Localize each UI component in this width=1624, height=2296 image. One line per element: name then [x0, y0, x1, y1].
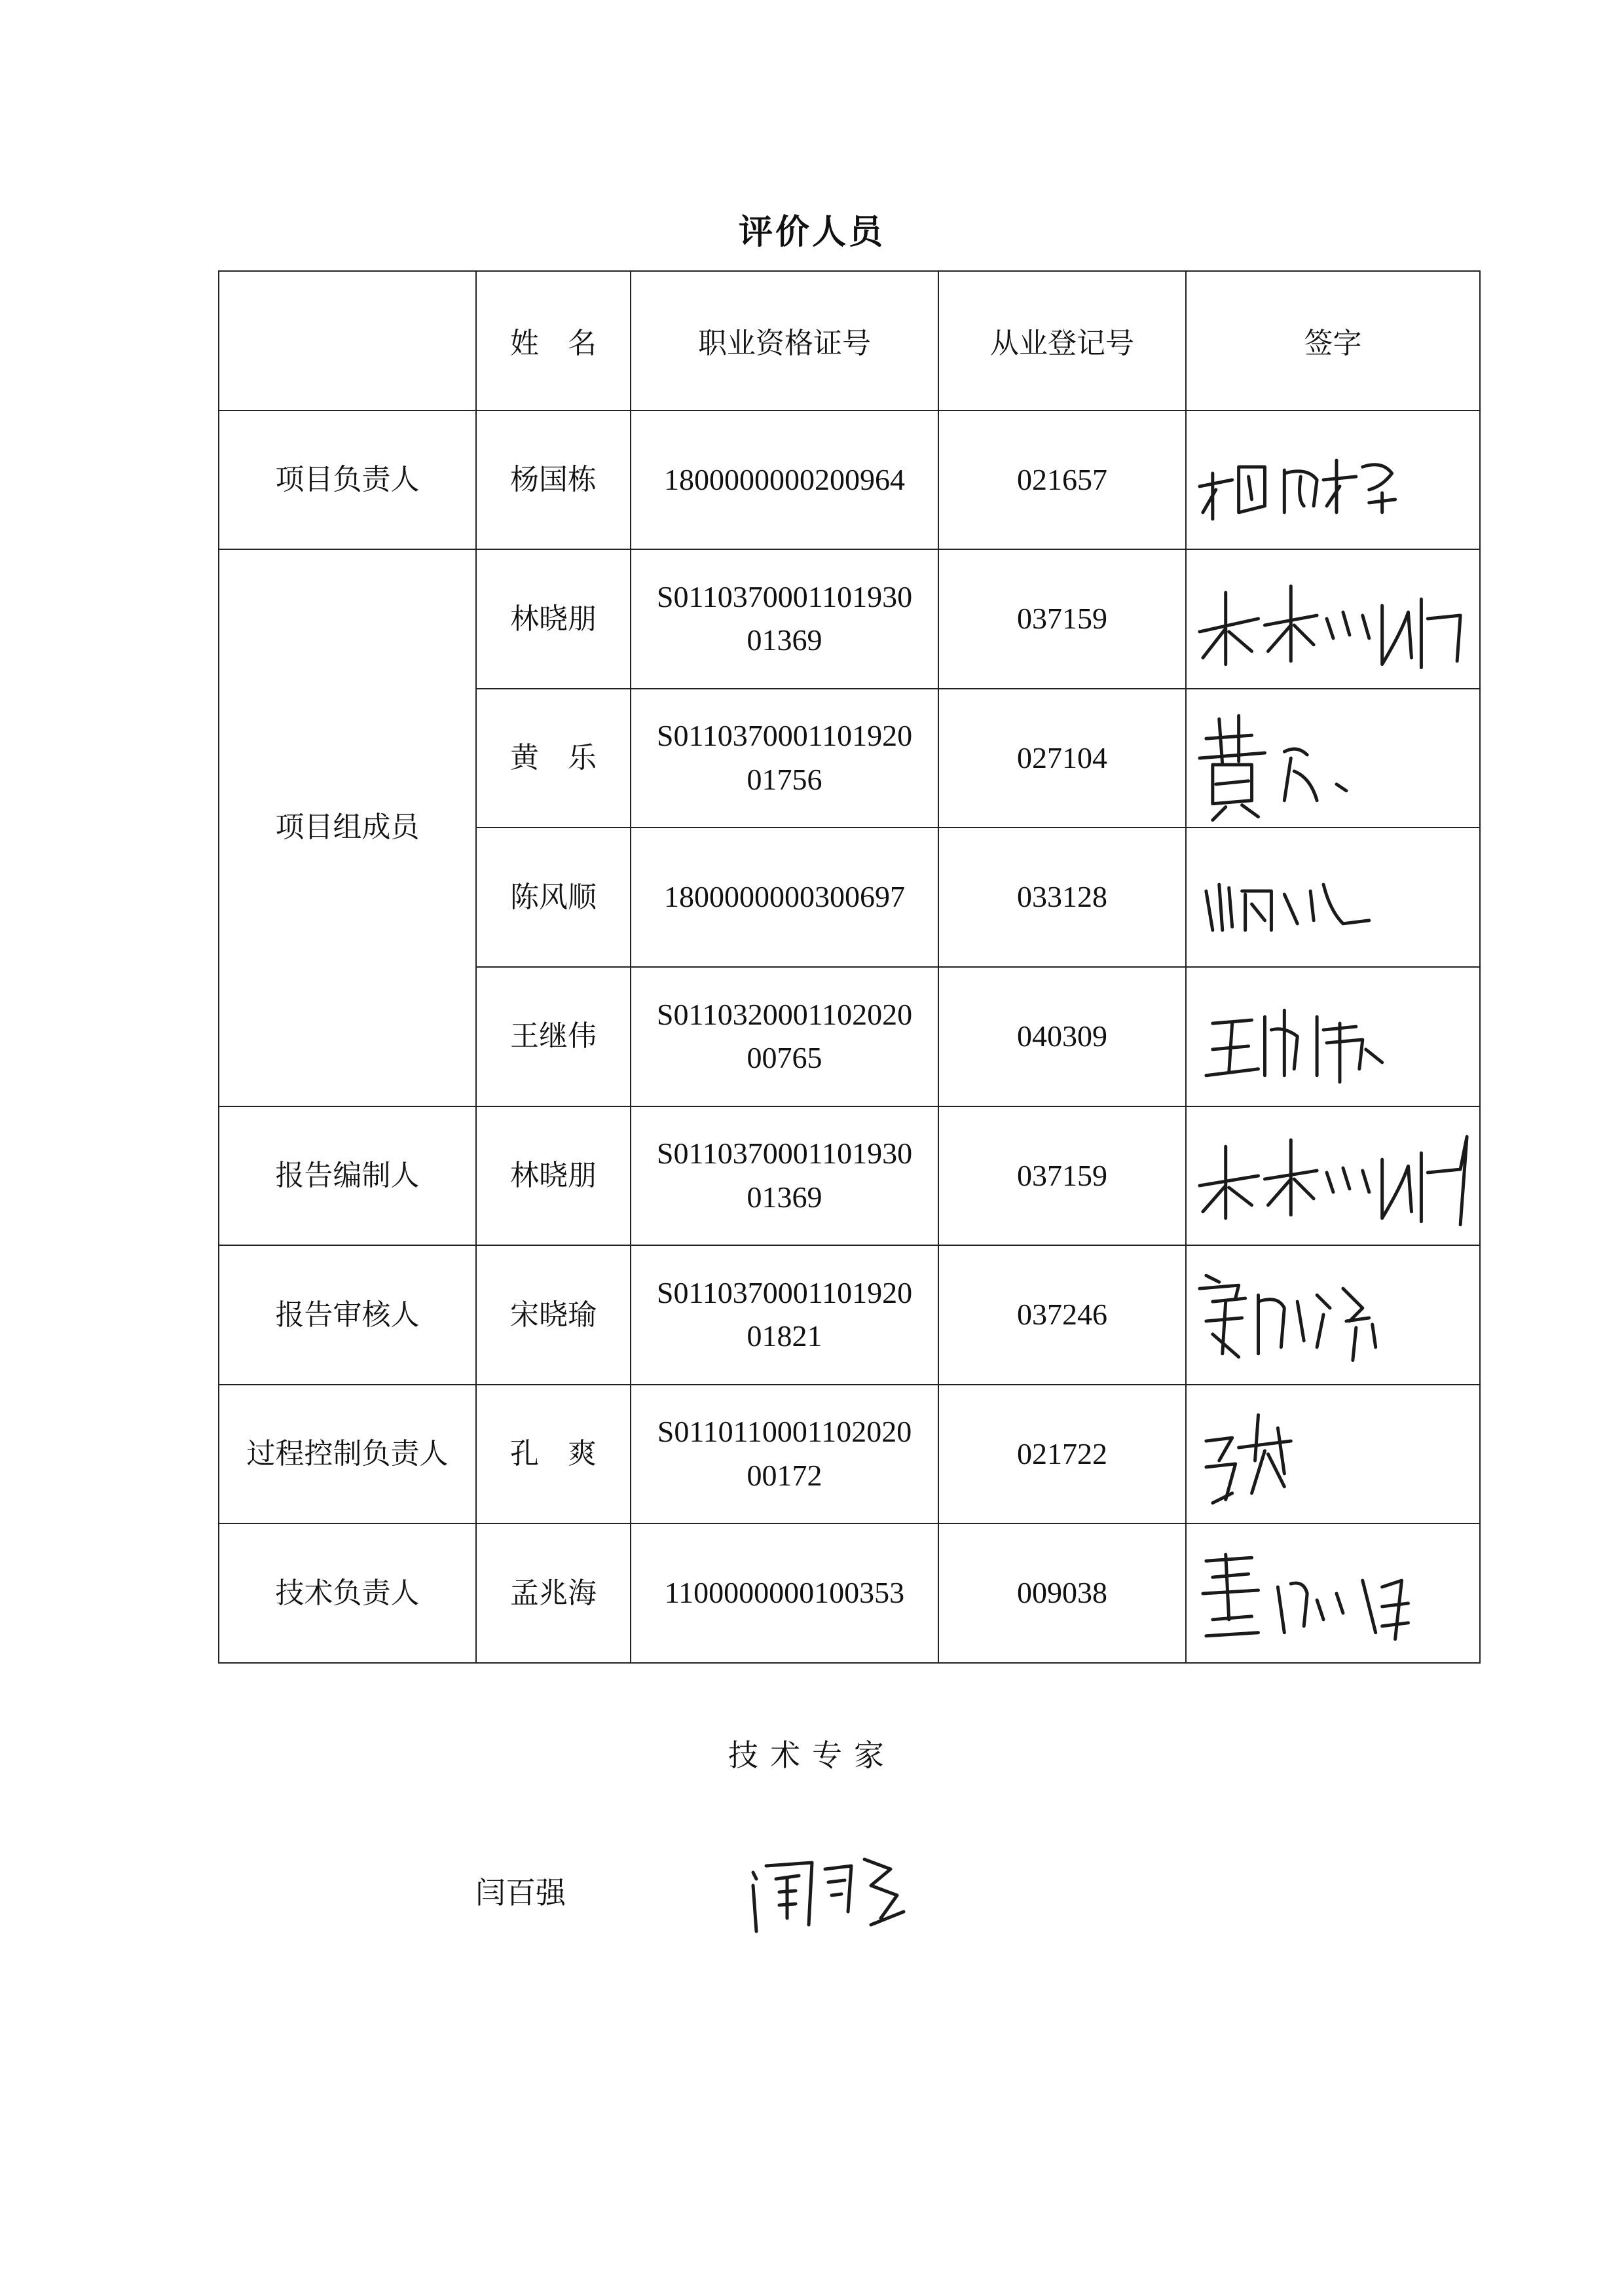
signature-cell — [1186, 1245, 1480, 1385]
cert-cell — [631, 549, 938, 689]
role-cell: 项目负责人 — [219, 410, 476, 550]
table-row — [219, 410, 1480, 550]
signature-cell — [1186, 1106, 1480, 1246]
name-cell: 林晓朋 — [476, 1106, 631, 1246]
cert-line: 01756 — [747, 763, 822, 797]
handwritten-signature — [1187, 1389, 1479, 1520]
header-reg: 从业登记号 — [938, 271, 1186, 410]
reg-cell: 037246 — [938, 1245, 1186, 1385]
reg-cell: 037159 — [938, 1106, 1186, 1246]
cert-line: 01369 — [747, 1180, 822, 1214]
role-cell: 报告编制人 — [219, 1106, 476, 1246]
header-role — [219, 271, 476, 410]
cert-cell: 1800000000200964 — [631, 410, 938, 550]
page-title: 评价人员 — [738, 213, 885, 252]
header-name: 姓 名 — [476, 271, 631, 410]
cert-cell — [631, 1245, 938, 1385]
handwritten-signature — [1187, 1249, 1479, 1380]
experts-title: 技术专家 — [728, 1738, 896, 1773]
cert-cell: 1800000000300697 — [631, 828, 938, 967]
handwritten-signature — [1187, 1528, 1479, 1659]
name-cell: 陈风顺 — [476, 828, 631, 967]
handwritten-signature — [1187, 832, 1479, 963]
cert-line: S0110370001101930 — [656, 579, 913, 613]
cert-line: S0110370001101920 — [656, 1275, 913, 1309]
handwritten-signature — [1187, 1110, 1479, 1241]
reg-cell: 040309 — [938, 967, 1186, 1106]
cert-line: S0110370001101920 — [656, 719, 913, 753]
cert-cell — [631, 689, 938, 828]
cert-cell: 1100000000100353 — [631, 1523, 938, 1663]
header-signature: 签字 — [1186, 271, 1480, 410]
cert-line: 01821 — [747, 1319, 822, 1353]
header-row — [219, 271, 1480, 410]
name-cell: 黄 乐 — [476, 689, 631, 828]
evaluation-personnel-table — [218, 270, 1481, 1664]
handwritten-signature — [1187, 414, 1479, 545]
signature-cell — [1186, 967, 1480, 1106]
cert-line: 00172 — [747, 1459, 822, 1493]
cert-line: S0110320001102020 — [656, 997, 913, 1031]
header-cert: 职业资格证号 — [631, 271, 938, 410]
name-cell: 王继伟 — [476, 967, 631, 1106]
role-cell: 技术负责人 — [219, 1523, 476, 1663]
cert-line: S0110370001101930 — [656, 1137, 913, 1171]
cert-cell — [631, 1106, 938, 1246]
name-cell: 孟兆海 — [476, 1523, 631, 1663]
handwritten-signature — [1187, 553, 1479, 684]
reg-cell: 021722 — [938, 1385, 1186, 1524]
name-cell: 林晓朋 — [476, 549, 631, 689]
cert-line: S0110110001102020 — [657, 1415, 912, 1449]
reg-cell: 033128 — [938, 828, 1186, 967]
cert-cell — [631, 1385, 938, 1524]
name-cell: 孔 爽 — [476, 1385, 631, 1524]
handwritten-signature — [1187, 971, 1479, 1102]
role-cell: 报告审核人 — [219, 1245, 476, 1385]
signature-cell — [1186, 689, 1480, 828]
cert-line: 01369 — [747, 623, 822, 657]
expert-name: 闫百强 — [475, 1875, 566, 1910]
expert-handwritten-signature — [740, 1833, 930, 1938]
handwritten-signature — [1187, 693, 1479, 824]
reg-cell: 021657 — [938, 410, 1186, 550]
signature-cell — [1186, 410, 1480, 550]
role-cell-members: 项目组成员 — [219, 549, 476, 1106]
name-cell: 宋晓瑜 — [476, 1245, 631, 1385]
table-row — [219, 1385, 1480, 1524]
table-row — [219, 549, 1480, 689]
signature-cell — [1186, 828, 1480, 967]
reg-cell: 009038 — [938, 1523, 1186, 1663]
signature-cell — [1186, 1523, 1480, 1663]
name-cell: 杨国栋 — [476, 410, 631, 550]
cert-line: 00765 — [747, 1041, 822, 1075]
reg-cell: 037159 — [938, 549, 1186, 689]
cert-cell — [631, 967, 938, 1106]
signature-cell — [1186, 1385, 1480, 1524]
table-row — [219, 1106, 1480, 1246]
role-cell: 过程控制负责人 — [219, 1385, 476, 1524]
table-row — [219, 1523, 1480, 1663]
table-row — [219, 1245, 1480, 1385]
signature-cell — [1186, 549, 1480, 689]
reg-cell: 027104 — [938, 689, 1186, 828]
